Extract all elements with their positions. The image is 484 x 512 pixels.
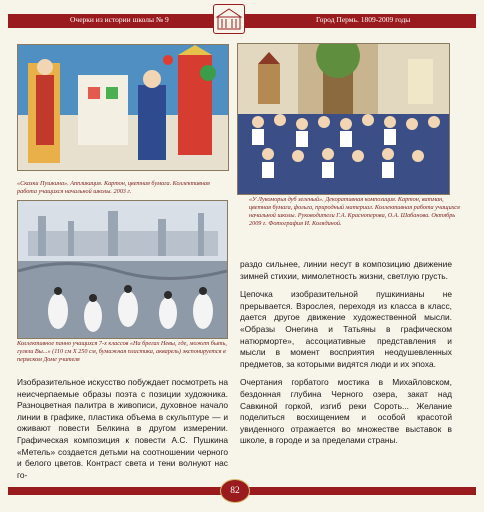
header-left-title: Очерки из истории школы № 9	[70, 15, 169, 24]
article-right-column	[240, 259, 452, 454]
photo-lukomorye	[237, 43, 450, 195]
article-right-paragraph-2: Цепочка изобразительной пушкинианы не прерывается. Взрослея, переходя из класса в класс, дается другое движение художественной мысли. «Образы Онегина и Татьяны в графическом натюрморте», ассоциативные представления и мысли в момент восприятия неодушевленных предметов, за которыми видятся люди и их эпоха.	[240, 289, 452, 369]
article-left-paragraph: Изобразительное искусство побуждает посмотреть на неисчерпаемые образы поэта с позиции художника. Разноцветная палитра в живописи, духовное начало линии в графике, пластика объема в скульптуре — и оживают повести Белкина в другом измерении. Графическая композиция к повести А.С. Пушкина «Метель» создается детьми на соотношении черного и белого цветов. Контраст света и тени волнуют нас го-	[17, 377, 228, 480]
article-right-paragraph-3: Очертания горбатого мостика в Михайловском, бездонная глубина Черного озера, закат над Савкиной горкой, изгиб реки Сороть... Желание поделиться восхищением и особой красотой увиденного отражается во множестве выставок в школе, в городе и за пределами страны.	[240, 377, 452, 446]
photo-neva-panel-caption: Коллективное панно учащихся 7-х классов «На брегах Невы, где, может быть, гуляли Вы...» (110 см Х 250 см, бумажная пластика, акварель) экспонируется в пермском Доме учителя	[17, 340, 227, 363]
photo-neva-panel	[17, 200, 228, 339]
article-left-column	[17, 377, 228, 488]
photo-pushkin-tales-caption: «Сказки Пушкина». Аппликация. Картон, цветная бумага. Коллективная работа учащихся начальной школы. 2003 г.	[17, 180, 210, 195]
header-right-title: Город Пермь. 1809-2009 годы	[316, 15, 411, 24]
school-crest-icon	[213, 4, 245, 34]
page-number: 82	[220, 479, 250, 503]
article-right-paragraph-1: раздо сильнее, линии несут в композицию движение зимней стихии, мимолетность жизни, светлую грусть.	[240, 259, 452, 281]
photo-pushkin-tales	[17, 44, 229, 171]
photo-lukomorye-caption: «У Лукоморья дуб зеленый». Декоративная композиция. Картон, ватман, цветная бумага, фольга, природный материал. Коллективная работа учащихся начальной школы. Руководители Г.А. Красноперова, О.А. Шабанова. Октябрь 2009 г. Фотография И. Колядиной.	[249, 196, 460, 227]
